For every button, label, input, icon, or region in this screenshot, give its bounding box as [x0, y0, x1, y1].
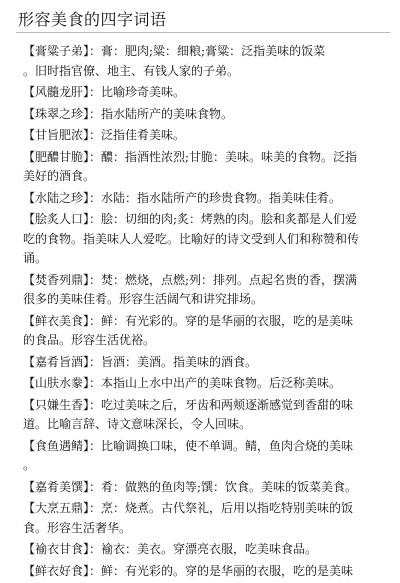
idiom-entry-line: 道。比喻言辞、诗文意味深长，令人回味。: [23, 417, 252, 431]
idiom-entry: [23, 478, 389, 498]
idiom-entry: [23, 105, 389, 125]
idiom-entry-line: 【水陆之珍】：水陆：指水陆所产的珍贵食物。指美味佳肴。: [23, 190, 342, 205]
idiom-entry: [23, 540, 389, 560]
idiom-list: [23, 42, 389, 583]
idiom-entry: [23, 83, 389, 103]
idiom-entry: [23, 312, 389, 351]
idiom-entry: [23, 271, 389, 310]
idiom-entry-line: 【肥醲甘脆】：醲：指酒性浓烈;甘脆：美味。味美的食物。泛指: [23, 149, 358, 164]
idiom-entry-line: 吃的食物。指美味人人爱吃。比喻好的诗文受到人们和称赞和传: [23, 231, 360, 246]
title-divider: [16, 32, 390, 33]
idiom-entry-line: 【嘉肴旨酒】：旨酒：美酒。指美味的酒食。: [23, 354, 258, 369]
idiom-entry: [23, 126, 389, 146]
idiom-entry: [23, 148, 389, 187]
idiom-entry-line: 【脍炙人口】：脍：切细的肉;炙：烤熟的肉。脍和炙都是人们爱: [23, 212, 358, 226]
idiom-entry: [23, 374, 389, 394]
idiom-entry-line: 【大烹五鼎】：烹：烧煮。古代祭礼，后用以指吃特别美味的饭: [23, 501, 354, 515]
idiom-entry-line: 的食品。形容生活优裕。: [23, 333, 156, 347]
idiom-entry-line: 【焚香列鼎】：焚：燃烧，点燃;列：排列。点起名贵的香，摆满: [23, 272, 358, 287]
idiom-entry-line: 【风髓龙肝】：比喻珍奇美味。: [23, 85, 186, 99]
idiom-entry-line: 【鲜衣美食】：鲜：有光彩的。穿的是华丽的衣服，吃的是美味: [23, 313, 354, 328]
idiom-entry-line: 【鲜衣好食】：鲜：有光彩的。穿的是华丽的衣服，吃的是美味: [23, 563, 354, 578]
idiom-entry-line: 【山肤水豢】：本指山上水中出产的美味食物。后泛称美味。: [23, 376, 342, 390]
idiom-entry: [23, 437, 389, 476]
idiom-entry-line: 美好的酒食。: [23, 169, 96, 183]
idiom-entry: [23, 499, 389, 538]
idiom-entry-line: 诵。: [23, 251, 48, 265]
page-title: 形容美食的四字词语: [18, 10, 167, 29]
idiom-entry: [23, 189, 389, 209]
idiom-entry-line: 很多的美味佳肴。形容生活阔气和讲究排场。: [23, 292, 264, 306]
idiom-entry-line: 【膏粱子弟】：膏：肥肉;粱：细粮;膏粱：泛指美味的饭菜: [23, 44, 326, 58]
idiom-entry-line: 食。形容生活奢华。: [23, 520, 132, 535]
idiom-entry: [23, 396, 389, 435]
idiom-entry-line: 。: [23, 458, 36, 472]
idiom-entry: [23, 210, 389, 269]
idiom-entry-line: 【褕衣甘食】：褕衣：美衣。穿漂亮衣服，吃美味食品。: [23, 542, 318, 556]
idiom-entry: [23, 42, 389, 81]
idiom-entry-line: 。旧时指官僚、地主、有钱人家的子弟。: [23, 63, 240, 78]
idiom-entry-line: 【食鱼遇鲭】：比喻调换口味，使不单调。鲭，鱼肉合烧的美味: [23, 438, 354, 453]
idiom-entry-line: 【只嫌生香】：吃过美味之后，牙齿和两颊逐渐感觉到香甜的味: [23, 397, 354, 412]
idiom-entry-line: 【珠翠之珍】：指水陆所产的美味食物。: [23, 106, 234, 121]
idiom-entry: [23, 353, 389, 373]
idiom-entry-line: 【嘉肴美馔】：肴：做熟的鱼肉等;馔：饮食。美味的饭菜美食。: [23, 479, 358, 494]
idiom-entry-line: 【甘旨肥浓】：泛指佳肴美味。: [23, 128, 186, 142]
idiom-entry: [23, 562, 389, 582]
